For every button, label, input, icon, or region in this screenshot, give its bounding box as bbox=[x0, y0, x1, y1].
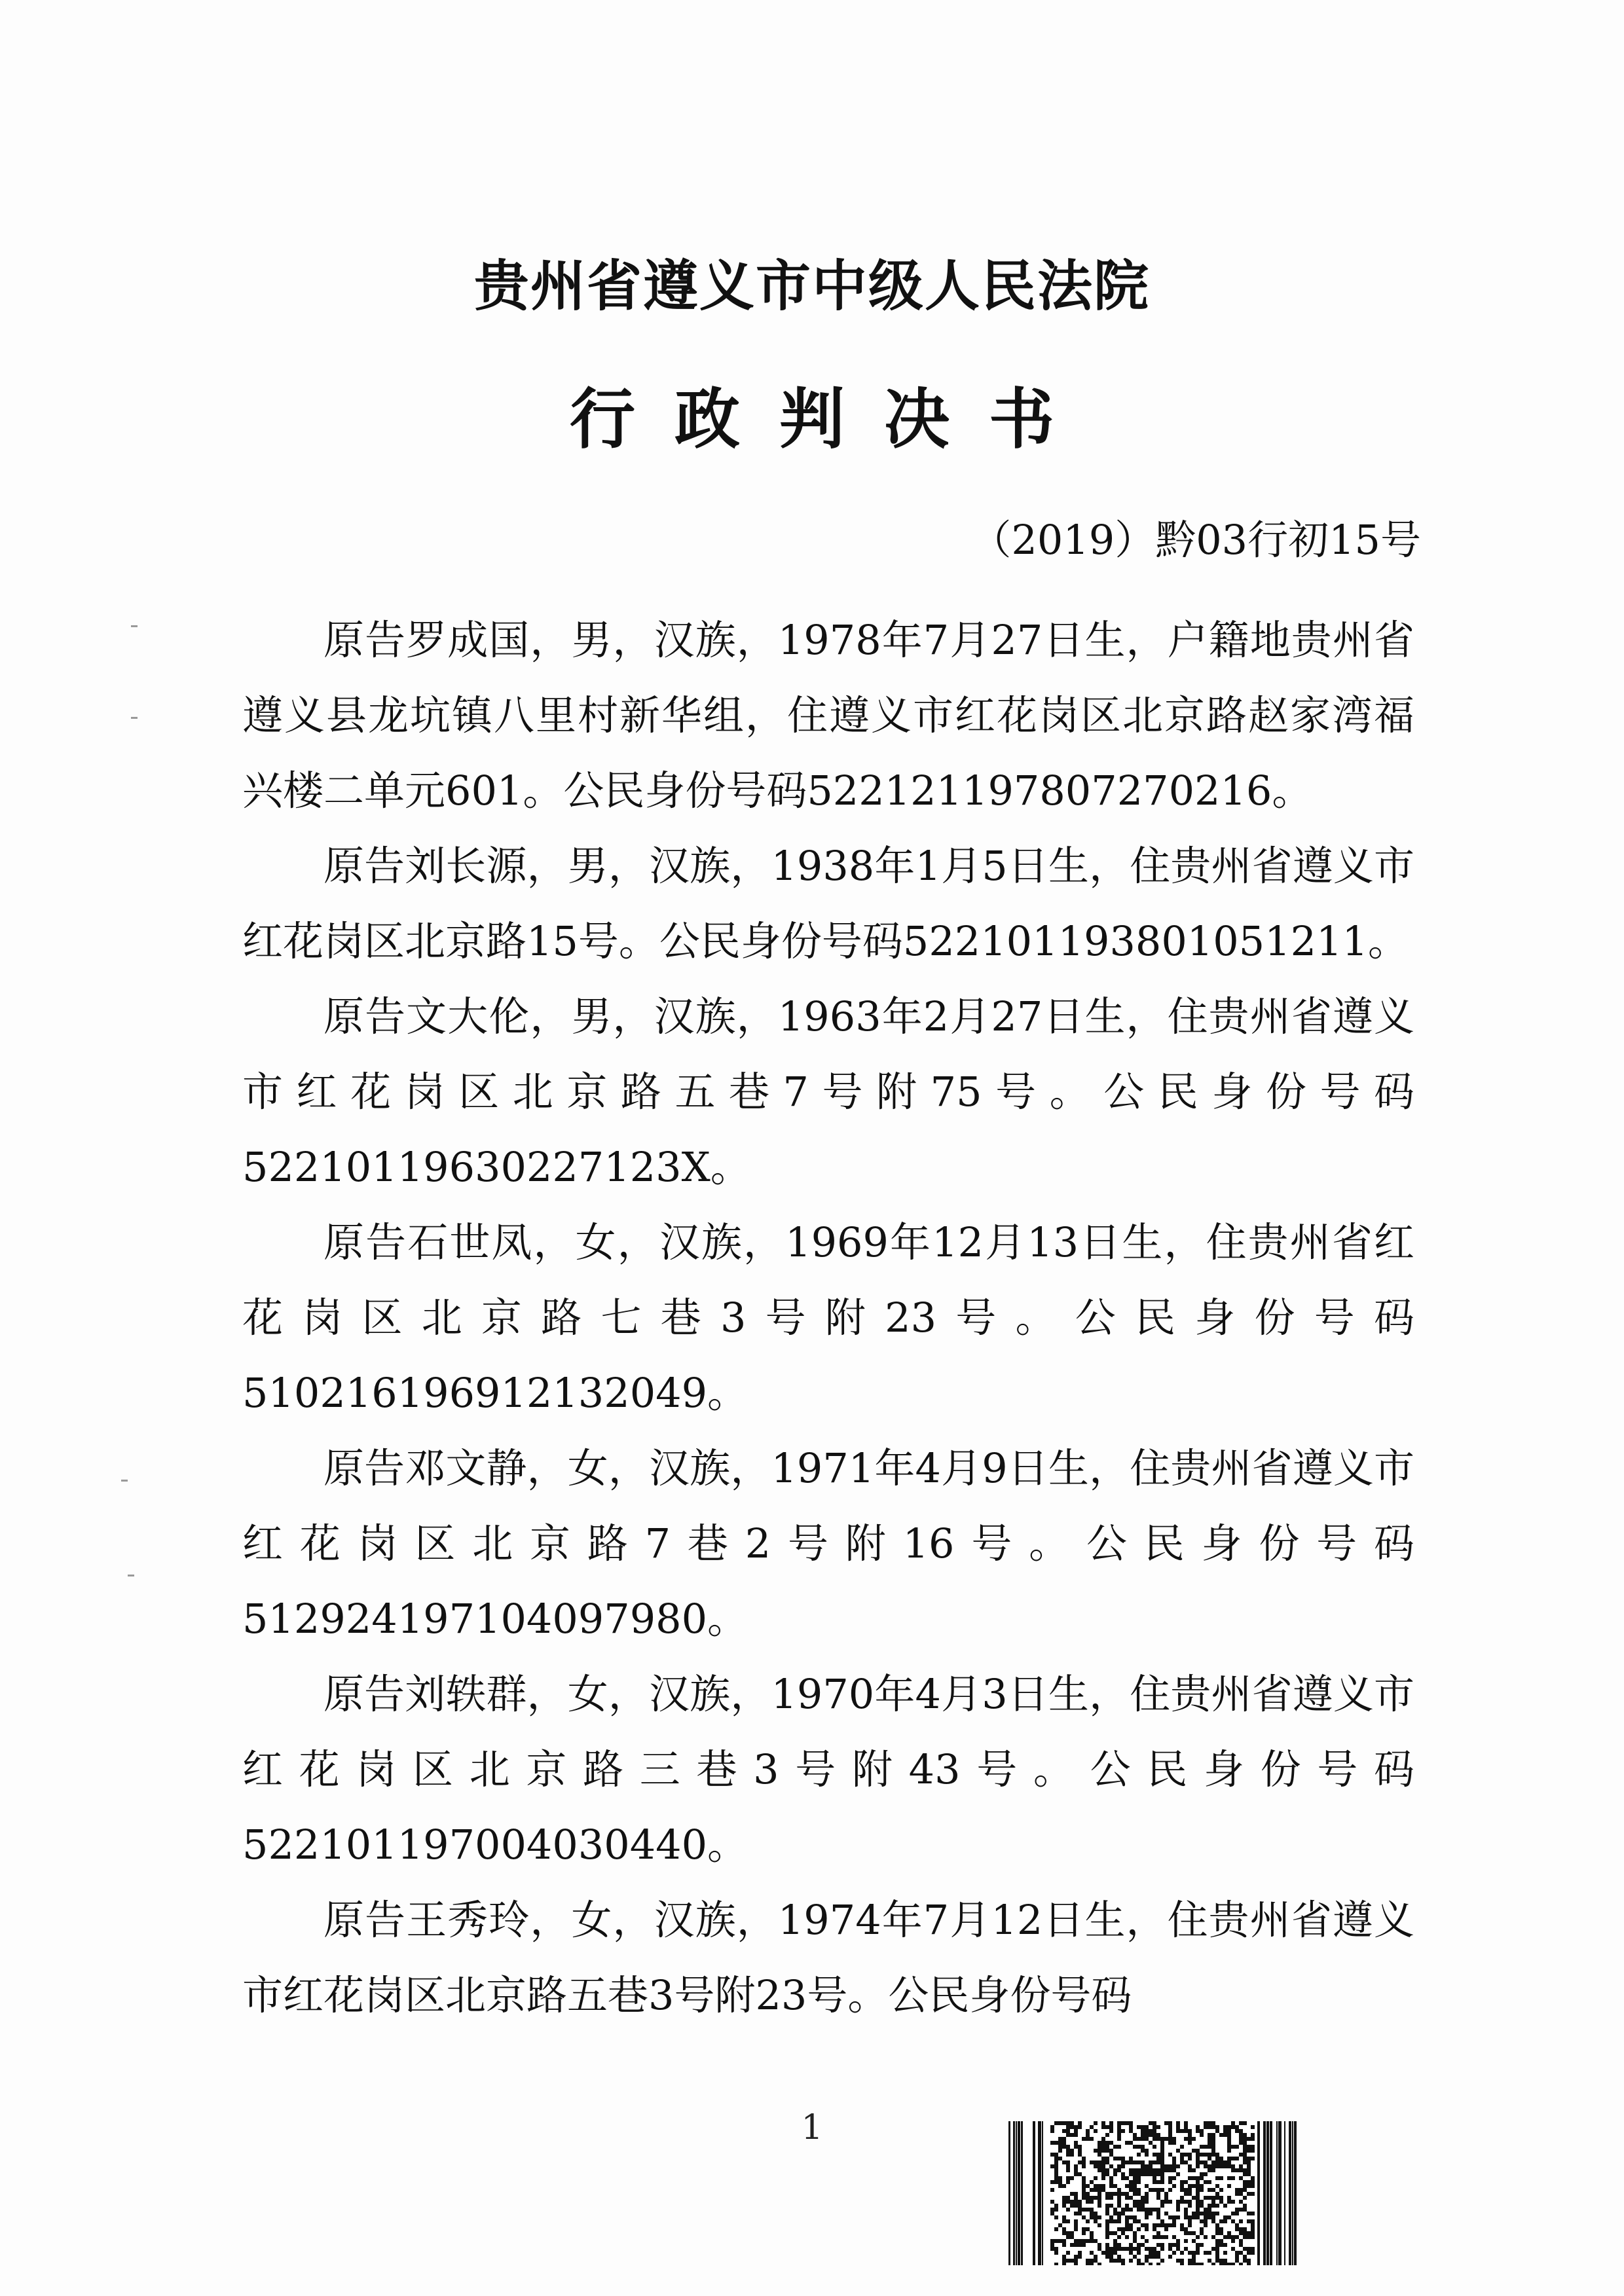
party-paragraph: 原告王秀玲，女，汉族，1974年7月12日生，住贵州省遵义市红花岗区北京路五巷3号附23号。公民身份号码 bbox=[242, 1896, 1414, 2019]
barcode-icon bbox=[1008, 2121, 1297, 2265]
document-type-title: 行政判决书 bbox=[570, 381, 1094, 458]
party-paragraph: 原告刘长源，男，汉族，1938年1月5日生，住贵州省遵义市红花岗区北京路15号。公民身份号码522101193801051211。 bbox=[242, 842, 1414, 965]
case-number: （2019）黔03行初15号 bbox=[970, 516, 1421, 564]
page-number: 1 bbox=[801, 2108, 823, 2147]
scan-mark bbox=[131, 625, 138, 627]
scan-mark bbox=[131, 717, 138, 719]
document-body bbox=[242, 602, 1414, 2033]
party-paragraph: 原告石世凤，女，汉族，1969年12月13日生，住贵州省红花岗区北京路七巷3号附23号。公民身份号码510216196912132049。 bbox=[242, 1218, 1414, 1417]
party-paragraph: 原告刘轶群，女，汉族，1970年4月3日生，住贵州省遵义市红花岗区北京路三巷3号附43号。公民身份号码522101197004030440。 bbox=[242, 1670, 1414, 1868]
scan-mark bbox=[128, 1575, 134, 1576]
scan-mark bbox=[121, 1480, 128, 1482]
party-paragraph: 原告文大伦，男，汉族，1963年2月27日生，住贵州省遵义市红花岗区北京路五巷7号附75号。公民身份号码52210119630227123X。 bbox=[242, 993, 1414, 1191]
party-paragraph: 原告邓文静，女，汉族，1971年4月9日生，住贵州省遵义市红花岗区北京路7巷2号附16号。公民身份号码512924197104097980。 bbox=[242, 1444, 1414, 1643]
party-paragraph: 原告罗成国，男，汉族，1978年7月27日生，户籍地贵州省遵义县龙坑镇八里村新华组，住遵义市红花岗区北京路赵家湾福兴楼二单元601。公民身份号码522121197807270216。 bbox=[242, 616, 1414, 814]
court-name: 贵州省遵义市中级人民法院 bbox=[473, 254, 1150, 318]
